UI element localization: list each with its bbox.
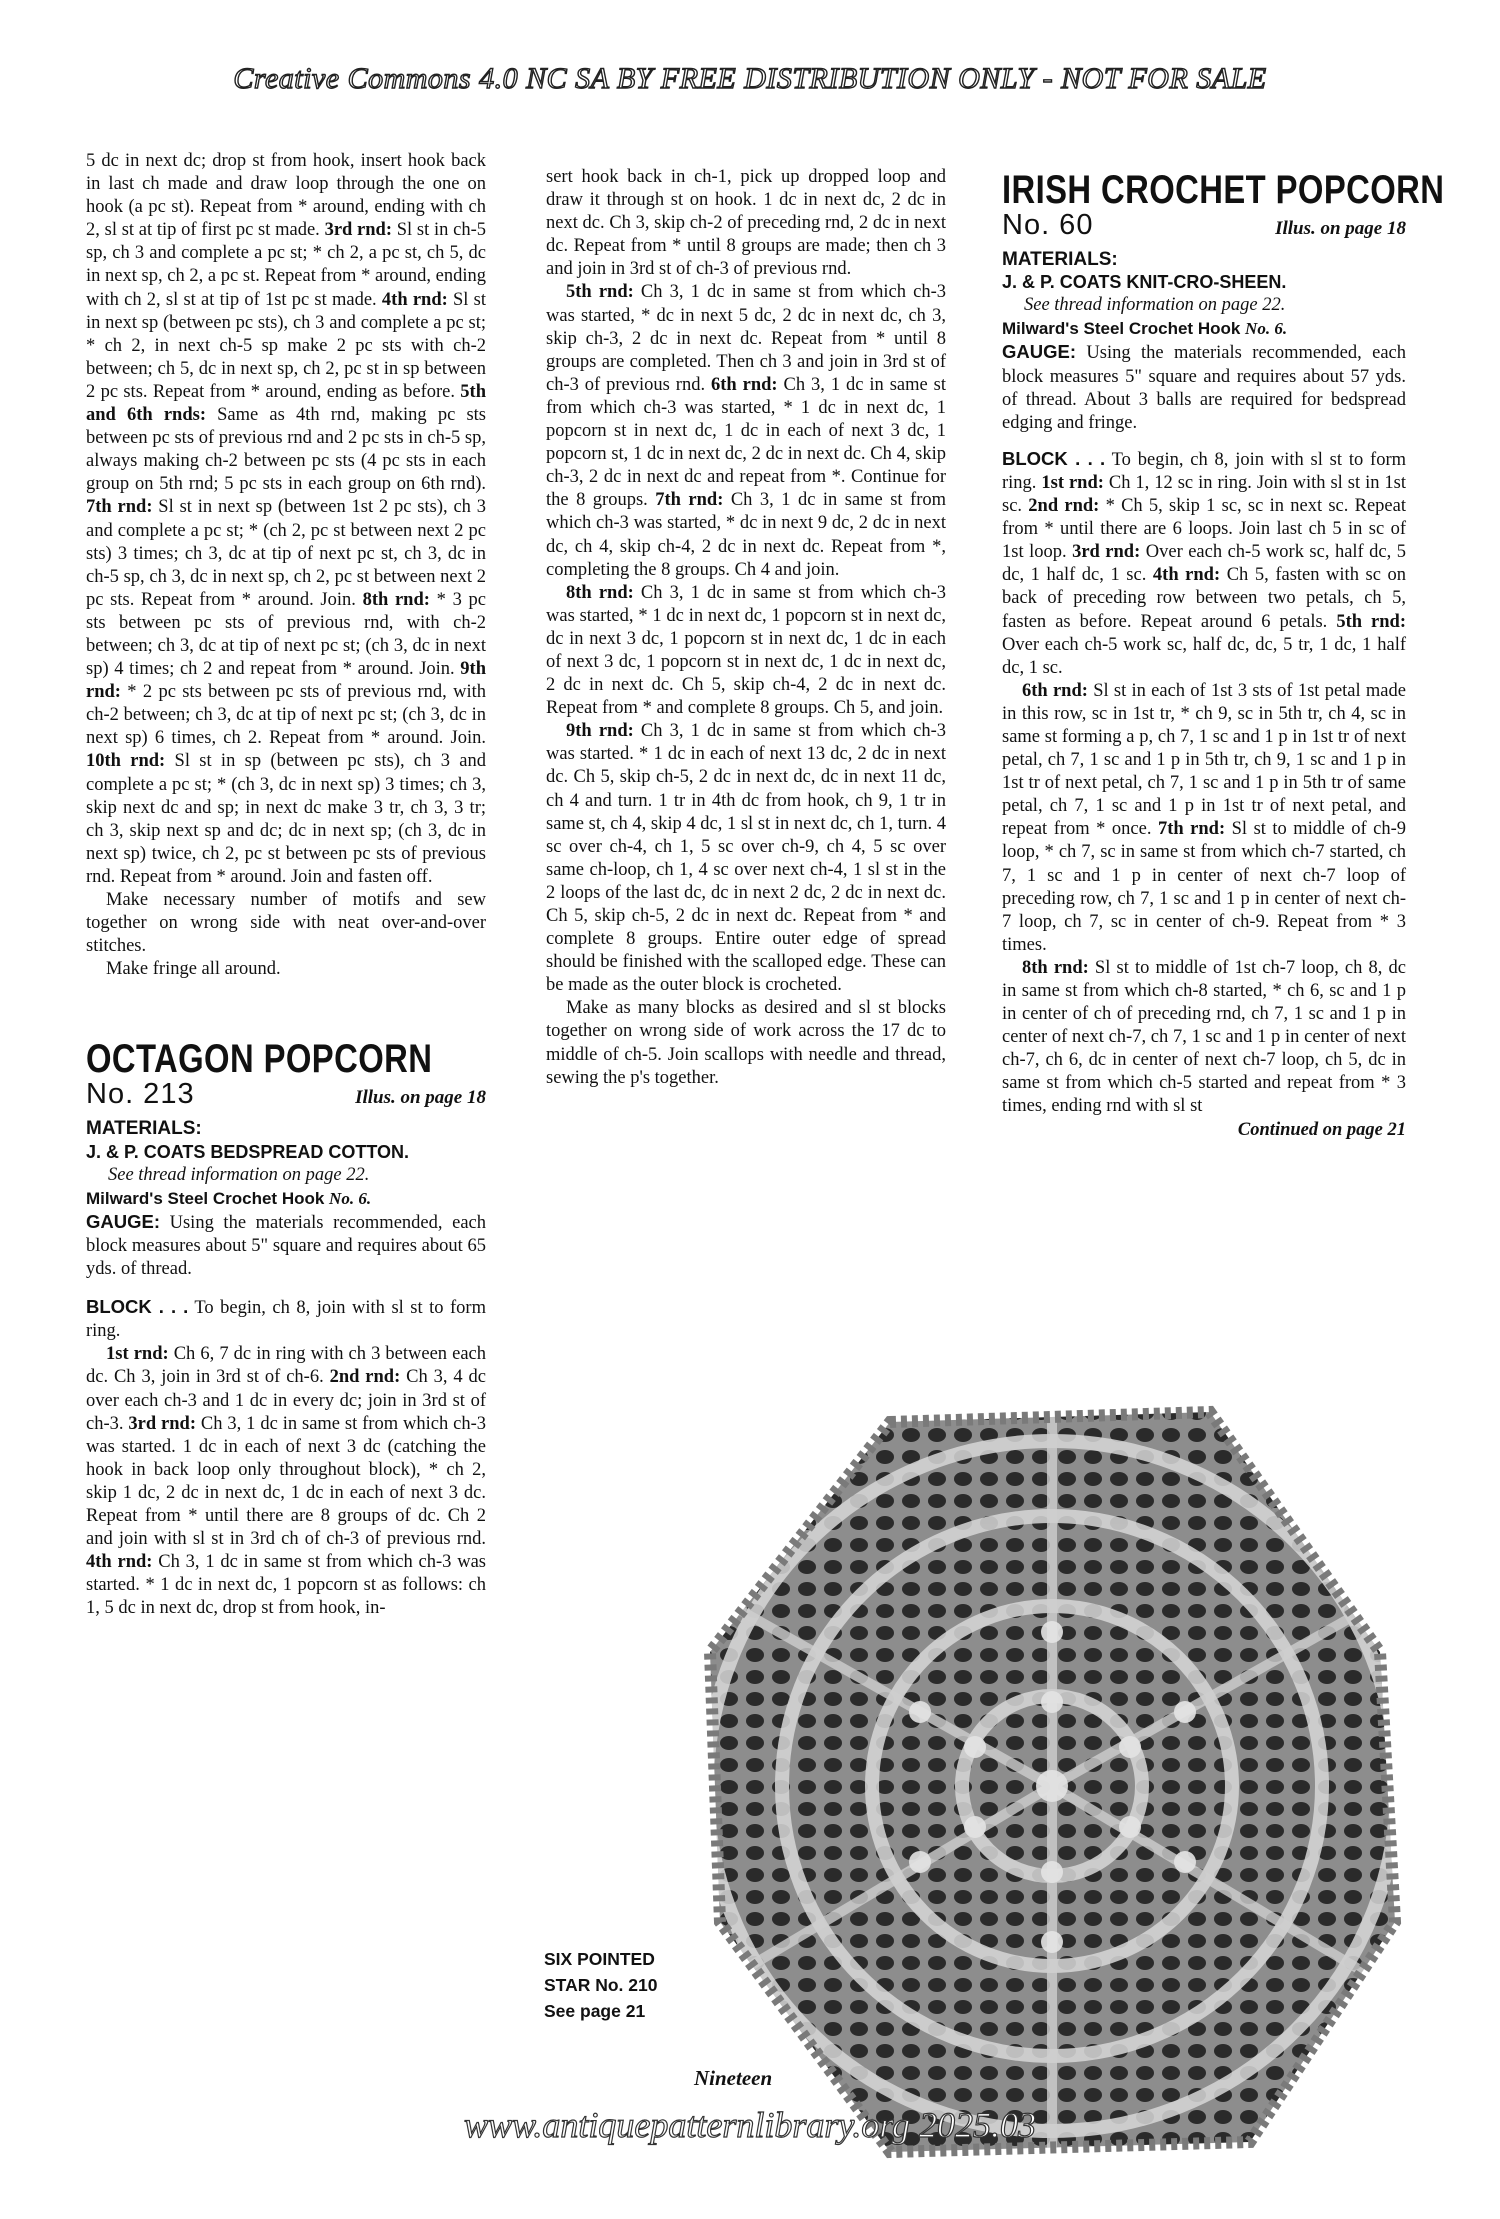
pattern-number: No. 213 bbox=[86, 1078, 195, 1111]
pattern-title: IRISH CROCHET POPCORN bbox=[1002, 168, 1445, 212]
gauge-paragraph: GAUGE: Using the materials recommended, each block measures about 5" square and requires about 65 yds. of thread. bbox=[86, 1210, 486, 1280]
photo-caption: SIX POINTED STAR No. 210 See page 21 bbox=[544, 1949, 658, 2021]
crochet-star-photo bbox=[690, 1402, 1414, 2170]
paragraph: 8th rnd: Ch 3, 1 dc in same st from which ch-3 was started, * 1 dc in next dc, 1 popcorn st in next dc, dc in next 3 dc, 1 popcorn st in next dc, 1 dc in each of next 3 dc, 1 popcorn st in next dc, 1 dc in next dc, 2 dc in next dc. Ch 5, skip ch-4, 2 dc in next dc. Repeat from * and complete 8 groups. Ch 5, and join. bbox=[546, 582, 946, 719]
page-folio: Nineteen bbox=[694, 2066, 773, 2090]
materials-heading: MATERIALS: bbox=[86, 1118, 202, 1140]
thread-note: See thread information on page 22. bbox=[108, 1164, 370, 1185]
materials-heading: MATERIALS: bbox=[1002, 249, 1118, 271]
doily-shape bbox=[690, 1402, 1414, 2170]
paragraph: Make fringe all around. bbox=[106, 959, 281, 980]
column-right bbox=[1002, 168, 1445, 1142]
hook-spec: Milward's Steel Crochet Hook No. 6. bbox=[86, 1188, 372, 1208]
paragraph: 8th rnd: Sl st to middle of 1st ch-7 loop, ch 8, dc in same st from which ch-8 started, * ch 6, sc and 1 p in center of ch of preceding rnd, ch 7, 1 sc and 1 p in center of next ch-7, ch 7, 1 sc and 1 p in center of next ch-7, ch 6, dc in center of next ch-7 loop, ch 5, dc in same st from which ch-5 started and repeat from * 3 times, ending rnd with sl st bbox=[1002, 957, 1406, 1117]
paragraph: 6th rnd: Sl st in each of 1st 3 sts of 1st petal made in this row, sc in 1st tr, * ch 9, sc in 5th tr, ch 4, sc in same st forming a p, ch 7, 1 sc and 1 p in 1st tr of next petal, ch 7, 1 sc and 1 p in 5th tr, ch 9, 1 sc and 1 p in 1st tr of next petal, ch 7, 1 sc and 1 p in 5th tr of same petal, ch 7, 1 sc and 1 p in 1st tr of next petal, and repeat from * once. 7th rnd: Sl st to middle of ch-9 loop, * ch 7, sc in same st from which ch-7 started, ch 7, 1 sc and 1 p in center of next ch-7 loop of preceding row, ch 7, 1 sc and 1 p in center of next ch-7 loop, ch 7, sc in center of ch-9. Repeat from * 3 times. bbox=[1002, 680, 1406, 955]
thread-spec: J. & P. COATS BEDSPREAD COTTON. bbox=[86, 1141, 410, 1162]
paragraph: 1st rnd: Ch 6, 7 dc in ring with ch 3 between each dc. Ch 3, join in 3rd st of ch-6. 2nd rnd: Ch 3, 4 dc over each ch-3 and 1 dc in every dc; join in 3rd st of ch-3. 3rd rnd: Ch 3, 1 dc in same st from which ch-3 was started. 1 dc in each of next 3 dc (catching the hook in back loop only throughout block), * ch 2, skip 1 dc, 2 dc in next dc, 1 dc in each of next 3 dc. Repeat from * until there are 8 groups of dc. Ch 2 and join with sl st in 3rd ch of ch-3 of previous rnd. 4th rnd: Ch 3, 1 dc in same st from which ch-3 was started. * 1 dc in next dc, 1 popcorn st as follows: ch 1, 5 dc in next dc, drop st from hook, in- bbox=[86, 1344, 486, 1619]
hook-spec: Milward's Steel Crochet Hook No. 6. bbox=[1002, 319, 1288, 339]
paragraph: 5th rnd: Ch 3, 1 dc in same st from which ch-3 was started, * dc in next 5 dc, 2 dc in next dc, ch 3, skip ch-3, 2 dc in next dc. Repeat from * until 8 groups are completed. Then ch 3 and join in 3rd st of ch-3 of previous rnd. 6th rnd: Ch 3, 1 dc in same st from which ch-3 was started, * 1 dc in next dc, 1 popcorn st in next dc, 1 dc in each of next 3 dc, 1 popcorn st, 1 dc in next dc, 2 dc in next dc. Ch 4, skip ch-3, 2 dc in next dc and repeat from *. Continue for the 8 groups. 7th rnd: Ch 3, 1 dc in same st from which ch-3 was started, * dc in next 9 dc, 2 dc in next dc, ch 4, skip ch-4, 2 dc in next dc. Repeat from *, completing the 8 groups. Ch 4 and join. bbox=[546, 282, 946, 580]
paragraph: 5 dc in next dc; drop st from hook, insert hook back in last ch made and draw loop through the one on hook (a pc st). Repeat from * around, ending with ch 2, sl st at tip of first pc st made. 3rd rnd: Sl st in ch-5 sp, ch 3 and complete a pc st; * ch 2, a pc st, ch 5, dc in next sp, ch 2, a pc st. Repeat from * around, ending with ch 2, sl st at tip of 1st pc st made. 4th rnd: Sl st in next sp (between pc sts), ch 3 and complete a pc st; * ch 2, in next ch-5 sp make 2 pc sts with ch-2 between; ch 5, dc in next sp, ch 2, pc st in sp between 2 pc sts. Repeat from * around, ending as before. 5th and 6th rnds: Same as 4th rnd, making pc sts between pc sts of previous rnd and 2 pc sts in ch-5 sp, always making ch-2 between pc sts (4 pc sts in each group on 5th rnd; 5 pc sts in each group on 6th rnd). 7th rnd: Sl st in next sp (between 1st 2 pc sts), ch 3 and complete a pc st; * (ch 2, pc st between next 2 pc sts) 3 times; ch 3, dc at tip of next pc st, ch 3, dc in ch-5 sp, ch 3, dc in next sp, ch 2, pc st between next 2 pc sts. Repeat from * around. Join. 8th rnd: * 3 pc sts between pc sts of previous rnd, with ch-2 between; ch 3, dc at tip of next pc st; (ch 3, dc in next sp) 4 times; ch 2 and repeat from * around. Join. 9th rnd: * 2 pc sts between pc sts of previous rnd, with ch-2 between; ch 3, dc at tip of next pc st; (ch 3, dc in next sp) 6 times, ch 2. Repeat from * around. Join. 10th rnd: Sl st in sp (between pc sts), ch 3 and complete a pc st; * (ch 3, dc in next sp) 3 times; ch 3, skip next dc and sp; in next dc make 3 tr, ch 3, 3 tr; ch 3, skip next sp and dc; dc in next sp; (ch 3, dc in next sp) twice, ch 2, pc st between pc sts of previous rnd. Repeat from * around. Join and fasten off. bbox=[86, 151, 487, 887]
paragraph: sert hook back in ch-1, pick up dropped loop and draw it through st on hook. 1 dc in next dc, 2 dc in next dc. Ch 3, skip ch-2 of preceding rnd, 2 dc in next dc. Repeat from * until 8 groups are made; then ch 3 and join in 3rd st of ch-3 of previous rnd. bbox=[546, 167, 946, 280]
column-left bbox=[86, 150, 486, 1620]
continued-note: Continued on page 21 bbox=[1237, 1119, 1406, 1140]
illustration-reference: Illus. on page 18 bbox=[355, 1087, 486, 1109]
paragraph: Make as many blocks as desired and sl st blocks together on wrong side of work across the 17 dc to middle of ch-5. Join scallops with needle and thread, sewing the p's together. bbox=[546, 998, 946, 1088]
pattern-number: No. 60 bbox=[1002, 209, 1094, 241]
pattern-title: OCTAGON POPCORN bbox=[86, 1037, 433, 1082]
license-banner: Creative Commons 4.0 NC SA BY FREE DISTRIBUTION ONLY - NOT FOR SALE bbox=[233, 62, 1267, 95]
block-paragraph: BLOCK . . . To begin, ch 8, join with sl st to form ring. 1st rnd: Ch 1, 12 sc in ring. Join with sl st in 1st sc. 2nd rnd: * Ch 5, skip 1 sc, sc in next sc. Repeat from * until there are 6 loops. Join last ch 5 in sc of 1st loop. 3rd rnd: Over each ch-5 work sc, half dc, 5 dc, 1 half dc, 1 sc. 4th rnd: Ch 5, fasten with sc on back of preceding row between two petals, ch 5, fasten as before. Repeat around 6 petals. 5th rnd: Over each ch-5 work sc, half dc, dc, 5 tr, 1 dc, 1 half dc, 1 sc. bbox=[1002, 447, 1407, 678]
source-watermark: www.antiquepatternlibrary.org 2025.03 bbox=[463, 2105, 1037, 2145]
thread-spec: J. & P. COATS KNIT-CRO-SHEEN. bbox=[1002, 272, 1287, 293]
column-middle bbox=[546, 166, 946, 1090]
gauge-paragraph: GAUGE: Using the materials recommended, each block measures 5" square and requires about 57 yds. of thread. About 3 balls are required for bedspread edging and fringe. bbox=[1002, 341, 1406, 433]
thread-note: See thread information on page 22. bbox=[1024, 295, 1286, 316]
paragraph: 9th rnd: Ch 3, 1 dc in same st from which ch-3 was started. * 1 dc in each of next 13 dc, 2 dc in next dc. Ch 5, skip ch-5, 2 dc in next dc, dc in next 11 dc, ch 4 and turn. 1 tr in 4th dc from hook, ch 9, 1 tr in same st, ch 4, skip 4 dc, 1 sl st in next dc, ch 1, turn. 4 sc over ch-4, ch 1, 5 sc over ch-9, ch 4, 5 sc over same ch-loop, ch 1, 4 sc over next ch-4, 1 sl st in the 2 loops of the last dc, dc in next 2 dc, 2 dc in next dc. Ch 5, skip ch-5, 2 dc in next dc. Repeat from * and complete 8 groups. Entire outer edge of spread should be finished with the scalloped edge. These can be made as the outer block is crocheted. bbox=[546, 721, 946, 996]
paragraph: Make necessary number of motifs and sew together on wrong side with neat over-and-over stitches. bbox=[86, 890, 486, 957]
block-paragraph: BLOCK . . . To begin, ch 8, join with sl st to form ring. bbox=[86, 1296, 486, 1342]
illustration-reference: Illus. on page 18 bbox=[1275, 218, 1406, 239]
